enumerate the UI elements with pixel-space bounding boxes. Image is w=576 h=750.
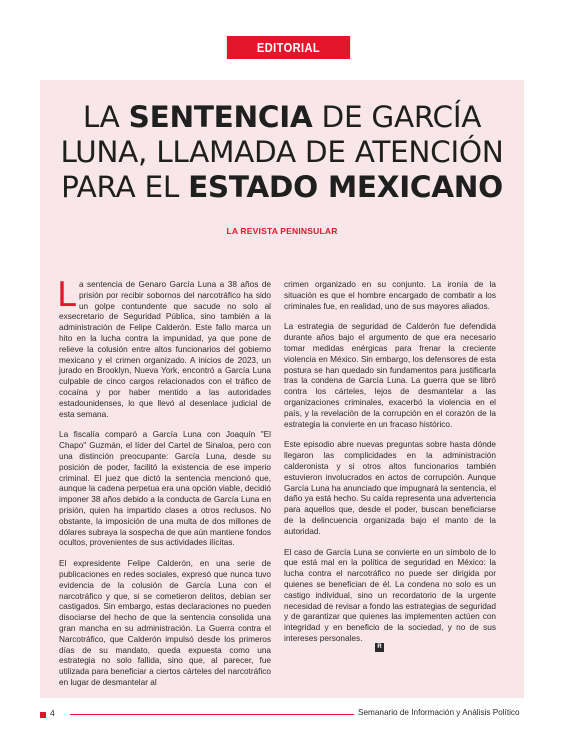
title-line-1 — [40, 100, 524, 135]
paragraph: La estrategia de seguridad de Calderón fue defendida durante años bajo el argumento de que era necesario tomar medidas enérgicas para frenar la creciente violencia en México. Sin embargo, los defensores de esta postura se han quedado sin fundamentos para justificarla tras la condena de García Luna. La guerra que se libró contra los cárteles, lejos de desmantelar a las organizaciones criminales, exacerbó la violencia en el país, y la revelación de la corrupción en el corazón de la estrategia la convierte en un fracaso histórico. — [284, 322, 496, 429]
paragraph: El caso de García Luna se convierte en un símbolo de lo que está mal en la política de seguridad en México: la lucha contra el narcotráfico no puede ser dirigida por quienes se benefician de él. La condena no solo es un castigo individual, sino un recordatorio de la urgente necesidad de revisar a fondo las estrategias de seguridad y de garantizar que quienes las implementen actúen con integridad y en beneficio de la sociedad, y no de sus intereses personales. — [284, 547, 496, 643]
article-title — [40, 100, 524, 205]
paragraph: Este episodio abre nuevas preguntas sobre hasta dónde llegaron las complicidades en la administración calderonista y si otros altos funcionarios también estuvieron involucrados en actos de corrupción. Aunque García Luna ha anunciado que impugnará la sentencia, el daño ya está hecho. Su caída representa una advertencia para aquellos que, desde el poder, buscan beneficiarse de la delincuencia organizada bajo el manto de la autoridad. — [284, 440, 496, 536]
byline: LA REVISTA PENINSULAR — [226, 226, 338, 236]
article-column-left — [57, 275, 271, 699]
title-text: PARA EL — [61, 170, 189, 204]
paragraph: La fiscalía comparó a García Luna con Joaquín "El Chapo" Guzmán, el líder del Cartel de Sinaloa, pero con una distinción preocupante: García Luna, desde su posición de poder, facilitó la existencia de ese imperio criminal. El juez que dictó la sentencia mencionó que, aunque la cadena perpetua era una opción viable, decidió imponer 38 años debido a la conducta de García Luna en prisión, quien ha impartido clases a otros reclusos. No obstante, la imposición de una multa de dos millones de dólares subraya la sospecha de que aún mantiene fondos ocultos, provenientes de sus actividades ilícitas. — [59, 430, 271, 548]
title-text: LA — [82, 100, 129, 134]
paragraph-text: a sentencia de Genaro García Luna a 38 años de prisión por recibir sobornos del narcotráfico ha sido un golpe contundente que sacude no solo al exsecretario de Seguridad Pública, sino también a la administración de Felipe Calderón. Este fallo marca un hito en la lucha contra la impunidad, ya que pone de relieve la colusión entre altos funcionarios del gobierno mexicano y el crimen organizado. A inicios de 2023, un jurado en Brooklyn, Nueva York, encontró a García Luna culpable de cinco cargos relacionados con el tráfico de cocaína y por haber mentido a las autoridades estadounidenses, lo que llevó al desenlace judicial de esta semana. — [59, 280, 271, 419]
article-column-right — [284, 280, 496, 655]
publication-name: Semanario de Información y Análisis Político — [358, 708, 520, 717]
title-line-3 — [40, 170, 524, 205]
drop-cap: L — [57, 275, 76, 315]
title-line-2: LUNA, LLAMADA DE ATENCIÓN — [60, 135, 504, 169]
end-mark-icon: R — [375, 643, 384, 652]
page-number: 4 — [50, 708, 55, 718]
footer-square-icon — [40, 712, 46, 718]
section-label: EDITORIAL — [227, 36, 350, 59]
footer-divider — [70, 714, 354, 715]
title-text: DE GARCÍA — [312, 100, 482, 134]
title-emphasis: ESTADO MEXICANO — [188, 170, 503, 204]
paragraph: El expresidente Felipe Calderón, en una serie de publicaciones en redes sociales, expresó que nunca tuvo evidencia de la colusión de García Luna con el narcotráfico y que, si se cometieron delitos, debían ser castigados. Sin embargo, estas declaraciones no pueden disociarse del hecho de que la sentencia consolida una gran mancha en su administración. La Guerra contra el Narcotráfico, que Calderón impulsó desde los primeros días de su mandato, queda expuesta como una estrategia no solo fallida, sino que, al parecer, fue utilizada para beneficiar a ciertos cárteles del narcotráfico en lugar de desmantelar al — [59, 559, 271, 687]
paragraph — [57, 275, 271, 420]
title-emphasis: SENTENCIA — [128, 100, 313, 134]
paragraph: crimen organizado en su conjunto. La ironía de la situación es que el hombre encargado de combatir a los criminales fue, en realidad, uno de sus mayores aliados. — [284, 280, 496, 311]
